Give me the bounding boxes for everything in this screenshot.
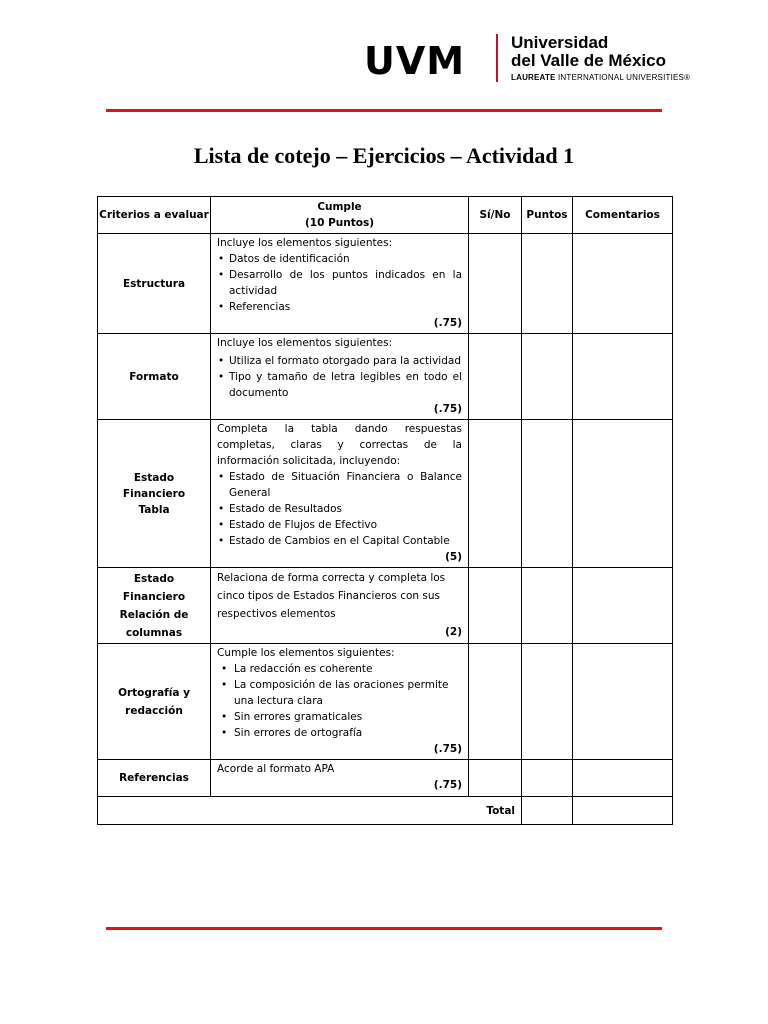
header-sino: Sí/No xyxy=(469,197,522,234)
header-puntos: Puntos xyxy=(522,197,573,234)
list-item: • Sin errores gramaticales xyxy=(217,709,462,725)
description-cell xyxy=(211,234,469,334)
sino-cell[interactable] xyxy=(469,644,522,760)
criteria-line: Relación de xyxy=(119,608,189,621)
criteria-cell xyxy=(98,334,211,420)
list-item: • Estado de Situación Financiera o Balance General xyxy=(217,469,462,501)
logo-separator xyxy=(496,34,498,82)
list-item: • Utiliza el formato otorgado para la actividad xyxy=(217,353,462,369)
list-item: • Estado de Cambios en el Capital Contable xyxy=(217,533,462,549)
points-value: (2) xyxy=(445,626,462,638)
footer-rule xyxy=(106,927,662,930)
list-item: • Estado de Flujos de Efectivo xyxy=(217,517,462,533)
criteria-line: Tabla xyxy=(138,503,170,516)
comentarios-cell[interactable] xyxy=(573,568,673,644)
header-cumple-line1: Cumple xyxy=(317,201,362,213)
description-intro: Relaciona de forma correcta y completa los cinco tipos de Estados Financieros con sus respectivos elementos xyxy=(217,572,446,620)
sino-cell[interactable] xyxy=(469,334,522,420)
criteria-line: Formato xyxy=(129,370,179,383)
description-list xyxy=(217,251,462,315)
description-intro: Incluye los elementos siguientes: xyxy=(217,237,393,249)
comentarios-cell[interactable] xyxy=(573,644,673,760)
logo-tagline-bold: LAUREATE xyxy=(511,73,556,82)
comentarios-cell[interactable] xyxy=(573,234,673,334)
description-intro: Incluye los elementos siguientes: xyxy=(217,337,393,349)
comentarios-cell[interactable] xyxy=(573,334,673,420)
criteria-line: Estado Financiero xyxy=(122,471,186,500)
list-item: • La composición de las oraciones permite una lectura clara xyxy=(217,677,462,709)
total-label: Total xyxy=(98,797,522,825)
page-title: Lista de cotejo – Ejercicios – Actividad 1 xyxy=(193,143,575,168)
table-header-row xyxy=(98,197,673,234)
table-row xyxy=(98,234,673,334)
sino-cell[interactable] xyxy=(469,760,522,797)
description-cell xyxy=(211,420,469,568)
criteria-cell xyxy=(98,760,211,797)
table-row xyxy=(98,760,673,797)
description-cell xyxy=(211,644,469,760)
description-intro: Completa la tabla dando respuestas completas, claras y correctas de la información solicitada, incluyendo: xyxy=(217,423,462,467)
puntos-cell[interactable] xyxy=(522,760,573,797)
list-item: • Estado de Resultados xyxy=(217,501,462,517)
logo-tagline-rest: INTERNATIONAL UNIVERSITIES® xyxy=(555,73,691,82)
list-item: • Tipo y tamaño de letra legibles en todo el documento xyxy=(217,369,462,401)
header-criteria: Criterios a evaluar xyxy=(98,197,211,234)
puntos-cell[interactable] xyxy=(522,334,573,420)
header-cumple xyxy=(211,197,469,234)
header-rule xyxy=(106,109,662,112)
comentarios-cell[interactable] xyxy=(573,760,673,797)
points-value: (.75) xyxy=(433,779,462,791)
description-list xyxy=(217,353,462,401)
total-puntos-cell[interactable] xyxy=(522,797,573,825)
criteria-cell xyxy=(98,568,211,644)
description-list xyxy=(217,661,462,741)
criteria-cell xyxy=(98,234,211,334)
puntos-cell[interactable] xyxy=(522,644,573,760)
description-intro: Cumple los elementos siguientes: xyxy=(217,647,395,659)
logo-university-name xyxy=(511,34,666,70)
criteria-cell xyxy=(98,420,211,568)
points-value: (.75) xyxy=(433,403,462,415)
puntos-cell[interactable] xyxy=(522,234,573,334)
criteria-line: Ortografía y xyxy=(118,686,190,699)
criteria-line: columnas xyxy=(125,626,183,639)
logo-name-line1: Universidad xyxy=(511,33,609,52)
description-cell xyxy=(211,760,469,797)
criteria-line: Estado Financiero xyxy=(122,572,186,603)
puntos-cell[interactable] xyxy=(522,568,573,644)
table-row xyxy=(98,334,673,420)
points-value: (5) xyxy=(445,551,462,563)
description-intro: Acorde al formato APA xyxy=(217,763,335,775)
comentarios-cell[interactable] xyxy=(573,420,673,568)
description-list xyxy=(217,469,462,549)
criteria-line: redacción xyxy=(125,704,183,717)
list-item: • Desarrollo de los puntos indicados en la actividad xyxy=(217,267,462,299)
sino-cell[interactable] xyxy=(469,568,522,644)
criteria-line: Referencias xyxy=(119,772,189,784)
logo-name-line2: del Valle de México xyxy=(511,51,666,70)
rubric-table xyxy=(97,196,673,825)
criteria-cell xyxy=(98,644,211,760)
header-cumple-line2: (10 Puntos) xyxy=(305,217,374,229)
logo-tagline xyxy=(511,73,690,82)
sino-cell[interactable] xyxy=(469,234,522,334)
list-item: • Datos de identificación xyxy=(217,251,462,267)
table-row xyxy=(98,420,673,568)
sino-cell[interactable] xyxy=(469,420,522,568)
logo-mark: UVM xyxy=(364,39,466,83)
header-comentarios: Comentarios xyxy=(573,197,673,234)
list-item: • Sin errores de ortografía xyxy=(217,725,462,741)
list-item: • Referencias xyxy=(217,299,462,315)
description-cell xyxy=(211,334,469,420)
table-row xyxy=(98,568,673,644)
points-value: (.75) xyxy=(433,743,462,755)
points-value: (.75) xyxy=(433,317,462,329)
list-item: • La redacción es coherente xyxy=(217,661,462,677)
criteria-line: Estructura xyxy=(122,277,186,290)
table-row xyxy=(98,644,673,760)
total-comentarios-cell[interactable] xyxy=(573,797,673,825)
total-row xyxy=(98,797,673,825)
puntos-cell[interactable] xyxy=(522,420,573,568)
description-cell xyxy=(211,568,469,644)
